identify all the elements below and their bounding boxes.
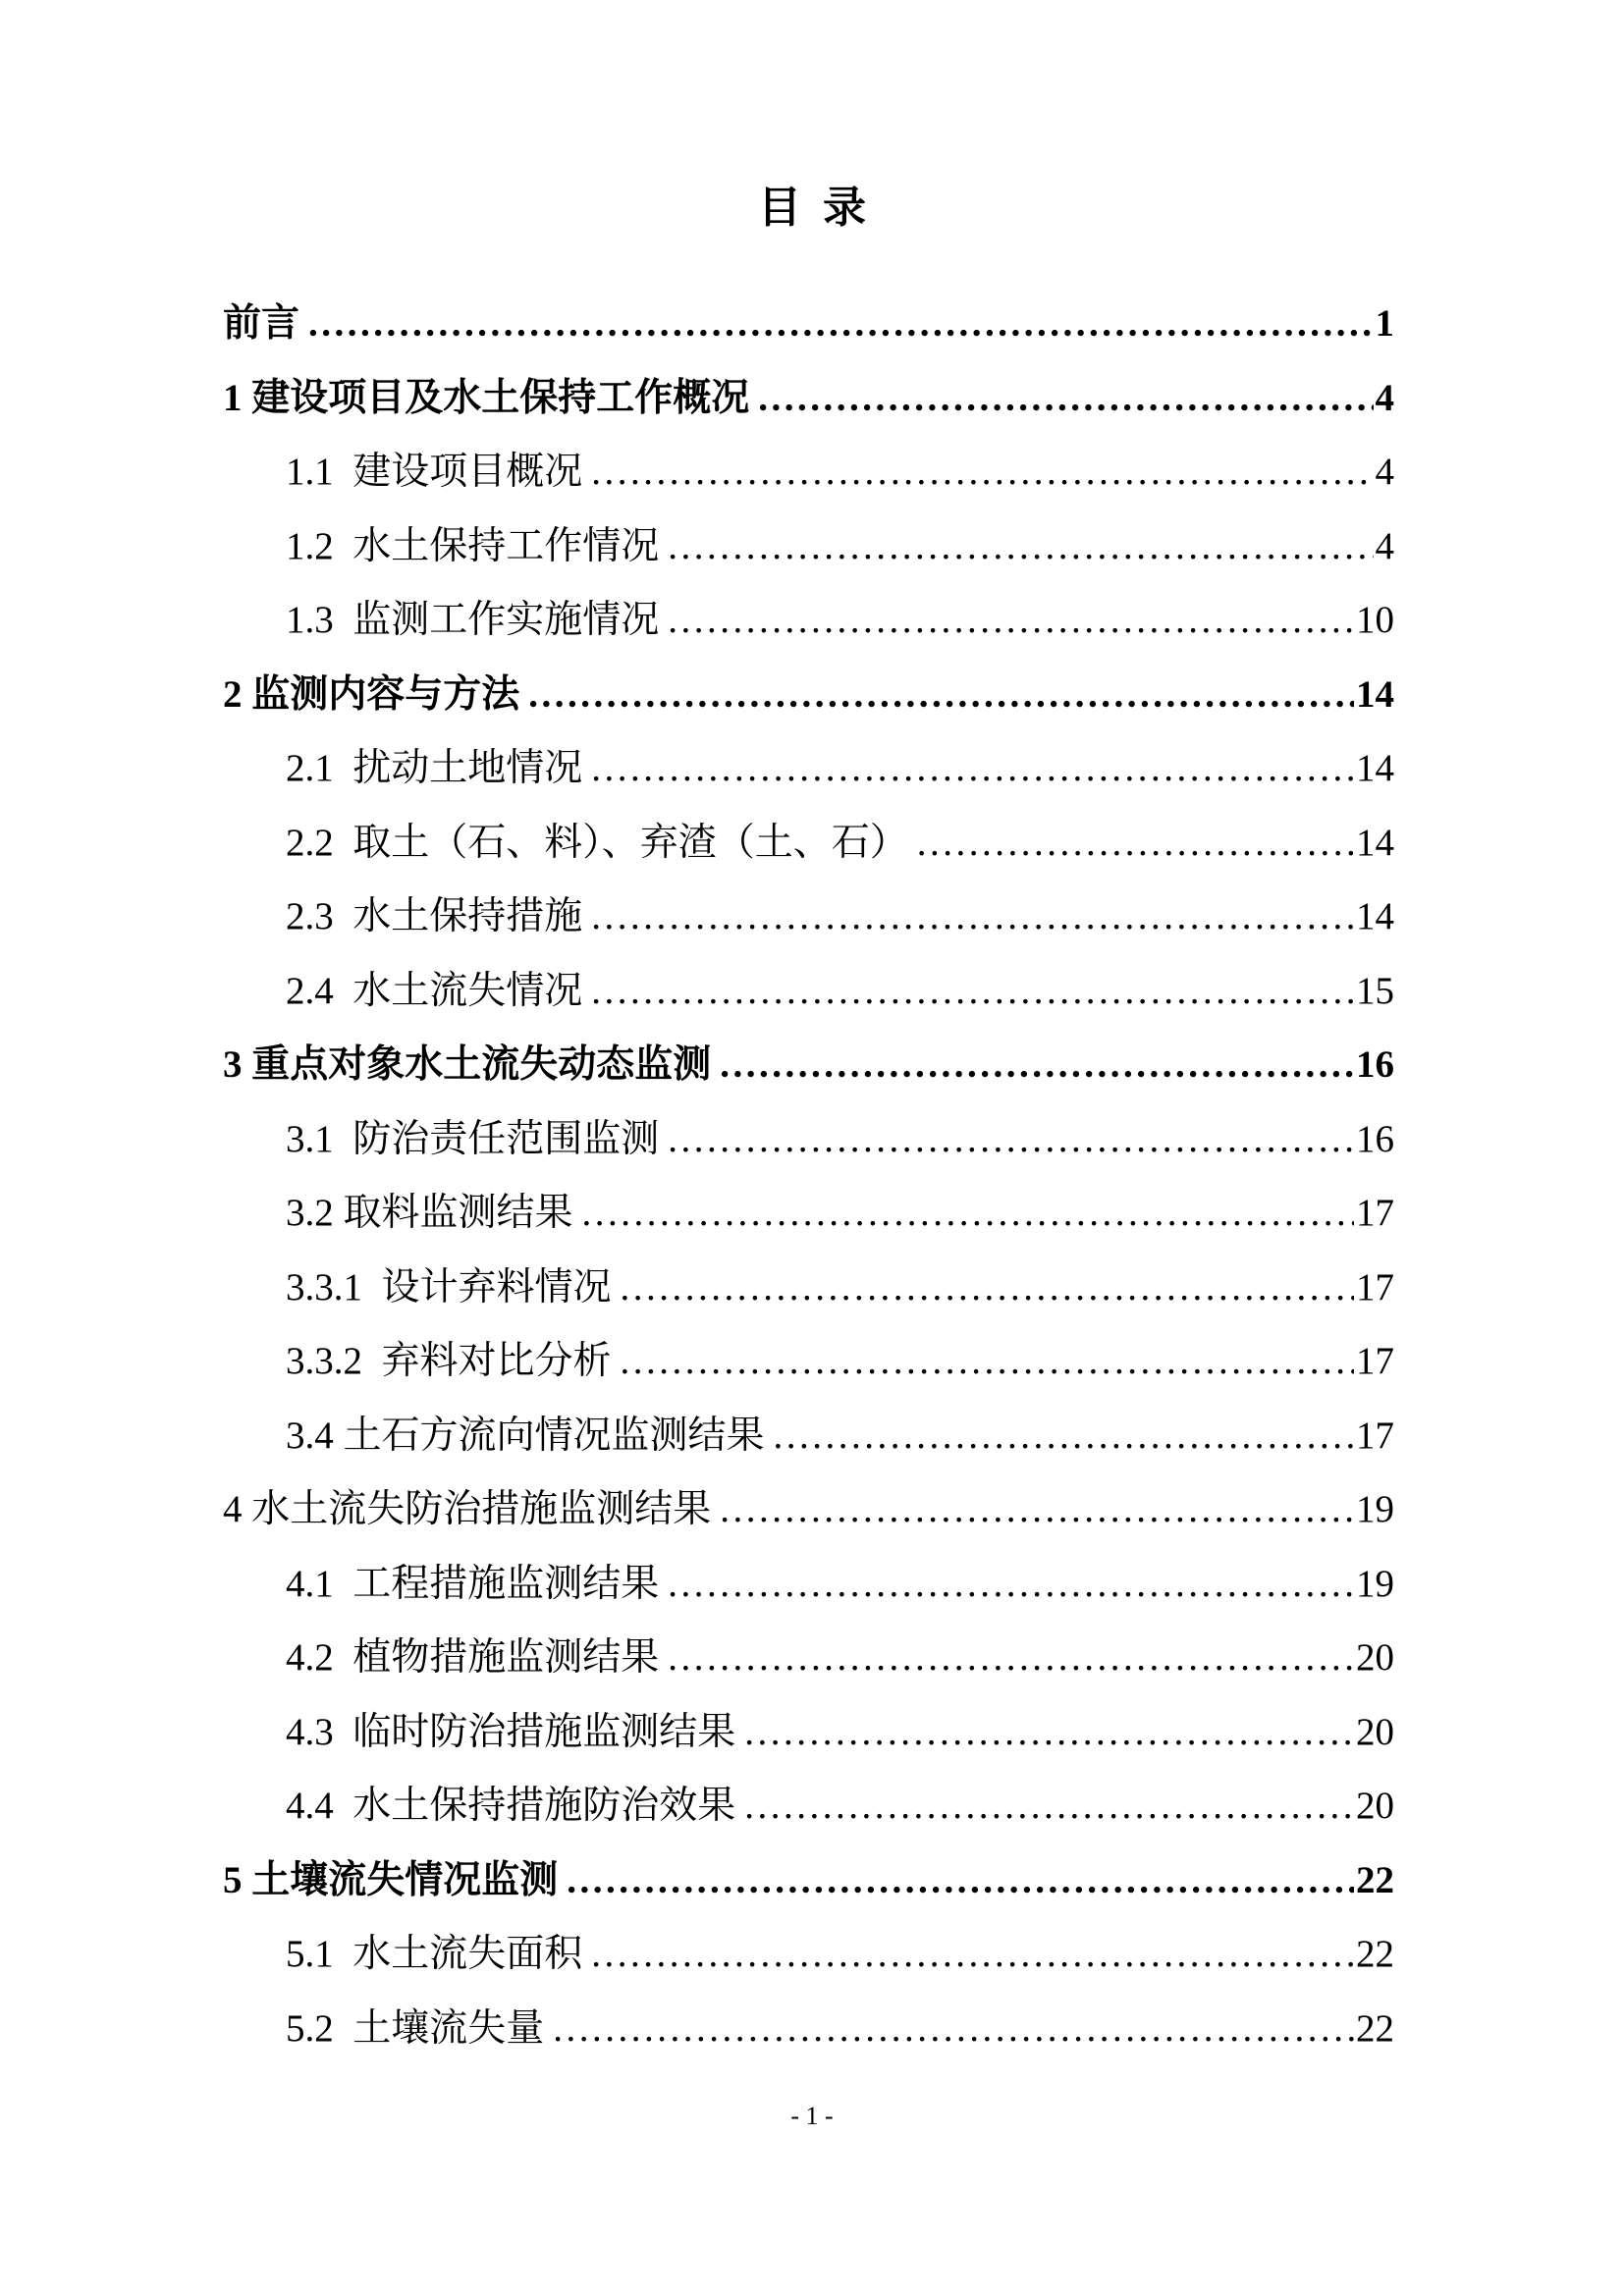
toc-entry-page: 17 <box>1356 1192 1394 1234</box>
dot-leader <box>553 1992 1354 2066</box>
dot-leader <box>591 880 1354 954</box>
dot-leader <box>744 1695 1354 1770</box>
toc-entry-label: 1.2 水土保持工作情况 <box>286 524 660 567</box>
toc-entry-page: 20 <box>1356 1710 1394 1753</box>
toc-entry <box>223 583 1394 658</box>
toc-entry-label: 4.3 临时防治措施监测结果 <box>286 1710 736 1753</box>
dot-leader <box>668 1102 1354 1177</box>
toc-entry-label: 3.1 防治责任范围监测 <box>286 1117 660 1160</box>
toc-entry-page: 14 <box>1356 672 1394 716</box>
toc-entry <box>223 1917 1394 1992</box>
toc-entry-label: 3 重点对象水土流失动态监测 <box>223 1043 712 1086</box>
toc-entry <box>223 1621 1394 1695</box>
toc-entry-page: 20 <box>1356 1785 1394 1827</box>
toc-entry-label: 3.3.1 设计弃料情况 <box>286 1265 612 1308</box>
toc-entry <box>223 731 1394 806</box>
toc-entry-label: 2.2 取土（石、料）、弃渣（土、石） <box>286 821 908 864</box>
toc-entry-page: 22 <box>1356 1933 1394 1975</box>
toc-entry-label: 5 土壤流失情况监测 <box>223 1858 559 1901</box>
toc-entry <box>223 435 1394 509</box>
toc-entry-page: 4 <box>1375 376 1394 419</box>
toc-entry-page: 10 <box>1356 599 1394 641</box>
dot-leader <box>774 1399 1354 1473</box>
toc-entry-page: 17 <box>1356 1414 1394 1457</box>
toc-entry-page: 14 <box>1356 895 1394 937</box>
toc-entry-label: 4.2 植物措施监测结果 <box>286 1636 660 1679</box>
toc-entry <box>223 1472 1394 1547</box>
toc-entry <box>223 1102 1394 1177</box>
dot-leader <box>591 1917 1354 1992</box>
dot-leader <box>668 1621 1354 1695</box>
dot-leader <box>621 1324 1354 1399</box>
dot-leader <box>720 1472 1354 1547</box>
dot-leader <box>591 954 1354 1029</box>
dot-leader <box>621 1251 1354 1325</box>
toc-entry <box>223 1251 1394 1325</box>
toc-entry-label: 前言 <box>223 302 300 345</box>
toc-entry <box>223 1176 1394 1251</box>
toc-entry-label: 3.3.2 弃料对比分析 <box>286 1340 612 1382</box>
toc-entry-page: 4 <box>1375 524 1394 567</box>
dot-leader <box>668 509 1373 584</box>
toc-entry-label: 5.1 水土流失面积 <box>286 1933 583 1975</box>
dot-leader <box>567 1843 1354 1918</box>
toc-entry <box>223 1547 1394 1622</box>
toc-entry-label: 4.4 水土保持措施防治效果 <box>286 1785 736 1827</box>
toc-entry <box>223 1324 1394 1399</box>
dot-leader <box>668 1547 1354 1622</box>
toc-entry-page: 4 <box>1375 451 1394 493</box>
toc-entry-page: 17 <box>1356 1265 1394 1308</box>
toc-entry <box>223 954 1394 1029</box>
dot-leader <box>917 806 1354 881</box>
toc-entry-page: 19 <box>1356 1488 1394 1530</box>
toc-entry-label: 4 水土流失防治措施监测结果 <box>223 1488 712 1530</box>
toc-entry <box>223 806 1394 881</box>
toc-entry-label: 1.1 建设项目概况 <box>286 451 583 493</box>
toc-entry-page: 14 <box>1356 821 1394 864</box>
toc-entry-label: 2.3 水土保持措施 <box>286 895 583 937</box>
toc-entry-page: 22 <box>1356 2006 1394 2050</box>
toc-entry-label: 5.2 土壤流失量 <box>286 2006 545 2050</box>
toc-entry <box>223 361 1394 436</box>
toc-entry-label: 1.3 监测工作实施情况 <box>286 599 660 641</box>
toc-entry <box>223 509 1394 584</box>
toc-entry-page: 15 <box>1356 969 1394 1012</box>
page-footer: - 1 - <box>790 2102 834 2130</box>
dot-leader <box>582 1176 1354 1251</box>
toc-entry-label: 2.4 水土流失情况 <box>286 969 583 1012</box>
toc-entry-label: 3.4 土石方流向情况监测结果 <box>286 1414 765 1457</box>
toc-entry-page: 16 <box>1356 1043 1394 1086</box>
toc-entry <box>223 1399 1394 1473</box>
toc-entry-label: 4.1 工程措施监测结果 <box>286 1562 660 1605</box>
toc-entry-page: 16 <box>1356 1117 1394 1160</box>
toc-entry-page: 17 <box>1356 1340 1394 1382</box>
page-title: 目录 <box>758 184 888 232</box>
toc-entry <box>223 1843 1394 1918</box>
toc-entry <box>223 880 1394 954</box>
toc-entry-page: 14 <box>1356 747 1394 789</box>
dot-leader <box>308 287 1373 361</box>
dot-leader <box>591 435 1373 509</box>
toc-entry <box>223 658 1394 732</box>
dot-leader <box>758 361 1373 436</box>
dot-leader <box>668 583 1354 658</box>
dot-leader <box>528 658 1354 732</box>
toc-entry <box>223 1028 1394 1102</box>
toc-entry <box>223 1695 1394 1770</box>
toc-entry-label: 3.2 取料监测结果 <box>286 1192 573 1234</box>
toc-entry-page: 22 <box>1356 1858 1394 1901</box>
toc-entry <box>223 1769 1394 1843</box>
toc-list <box>223 287 1394 2065</box>
toc-entry <box>223 1992 1394 2066</box>
toc-entry-label: 2 监测内容与方法 <box>223 672 520 716</box>
toc-entry-page: 20 <box>1356 1636 1394 1679</box>
dot-leader <box>591 731 1354 806</box>
toc-entry-page: 19 <box>1356 1562 1394 1605</box>
toc-entry-page: 1 <box>1375 302 1394 345</box>
dot-leader <box>744 1769 1354 1843</box>
toc-entry-label: 2.1 扰动土地情况 <box>286 747 583 789</box>
dot-leader <box>720 1028 1354 1102</box>
toc-entry-label: 1 建设项目及水土保持工作概况 <box>223 376 750 419</box>
toc-entry <box>223 287 1394 361</box>
